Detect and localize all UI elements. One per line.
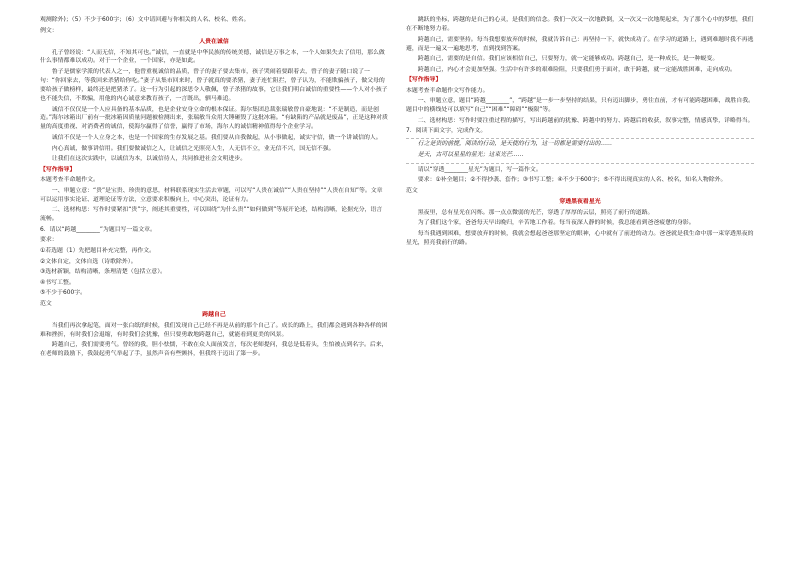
right-column: [406, 16, 754, 554]
guide-line: 二、选材构思：写作时要紧扣“贵”字，阐述其重要性，可以围绕“为什么贵”“如何做到”等展开论述，结构清晰，论据充分，语言流畅。: [40, 207, 383, 223]
requirement-item: 请以“穿透________星光”为题目，写一篇作文。: [417, 166, 542, 173]
question-prompt: 7．阅读下面文字，完成作文。: [406, 128, 487, 135]
requirement-label: 要求：: [40, 237, 58, 244]
paragraph: 跨越自己，需要坚持。每当我想要放弃的时候，我就告诉自己：再坚持一下，就快成功了。在学习的道路上，遇到难题时我不再逃避，而是一遍又一遍地思考，直到找到答案。: [406, 36, 754, 52]
paragraph: 诚信不仅仅是一个人应具备的基本品质，也是企业安身立命的根本保证。海尔集团总裁张瑞敏曾自豪地说：“不是制造，而是创造。”海尔冰箱出厂前有一批冰箱因质量问题被检测出来，张瑞敏当众用大锤砸毁了这批冰箱。“有缺陷的产品就是废品”，正是这种对质量的高度重视、对消费者的诚信，使海尔赢得了信誉，赢得了市场，海尔人的诚信精神值得每个企业学习。: [40, 106, 388, 131]
poem-line: 行之是贵的前提，阅读的行动，是天使的行为，这一切都是需要付出的……: [417, 141, 613, 148]
requirement-item: ③选材新颖，结构清晰，条理清楚（包括立意）。: [40, 269, 167, 276]
essay-title: 穿透黑夜看星光: [559, 198, 601, 205]
guide-line: 本题考查半命题作文。: [40, 177, 99, 184]
paragraph: 为了我们这个家，爸爸每天早出晚归，辛苦地工作着。每当夜深人静的时候，我总能看到爸爸疲惫的身影。: [417, 220, 695, 227]
guide-line: 本题考查半命题作文写作能力。: [406, 87, 489, 94]
example-label: 范文: [40, 300, 52, 307]
paragraph: 让我们在这次实践中，以诚信为本，以诚信待人，共同推进社会文明进步。: [51, 156, 247, 163]
essay-title: 跨越自己: [202, 311, 226, 318]
left-column: [40, 16, 388, 554]
poem-line: 是天，古可以星星的星光；这束光芒……: [417, 151, 524, 158]
guide-line: 二、选材构思：写作时要注重过程的描写，写出跨越前的犹豫、跨越中的努力、跨越后的收获，叙事完整，情感真挚，详略得当。: [417, 117, 754, 124]
requirement-item: ②文体自定，文体自选（诗歌除外）。: [40, 258, 137, 265]
paragraph: 每当我遇到困难，想要放弃的时候，我就会想起爸爸那坚定的眼神，心中就有了前进的动力。爸爸就是我生命中那一束穿透黑夜的星光，照亮我前行的路。: [406, 230, 754, 246]
requirement-item: ④书写工整。: [40, 279, 75, 286]
quoted-poem: [406, 138, 754, 163]
example-label: 范文: [406, 187, 418, 194]
paragraph: 跳跃的坐标，跨越的是自己的心灵，是我们的信念。我们一次又一次地跌倒，又一次又一次地爬起来，为了那个心中的梦想，我们在不断地努力着。: [406, 17, 754, 32]
paragraph: 黑夜里，总有星光在闪烁。那一点点微弱的光芒，穿透了厚厚的云层，照亮了前行的道路。: [417, 209, 654, 216]
paragraph: 孔子曾经说：“人而无信，不知其可也。”诚信，一直就是中华民族的传统美德，诚信是万事之本，一个人如果失去了信用，那么做什么事情都难以成功。对于一个企业，一个国家，亦是如此。: [40, 49, 385, 65]
paragraph: 诚信不仅是一个人立身之本，也是一个国家的生存发展之基。我们要从自我做起，从小事做起，诚实守信，做一个讲诚信的人。: [51, 135, 382, 141]
example-label: 例文：: [40, 27, 58, 34]
paragraph: 内心真诚，做事讲信用。我们要做诚信之人，让诚信之光照亮人生，人无信不立，业无信不兴，国无信不强。: [51, 145, 335, 152]
guide-line: 一、审题立意，题目“跨越________”，“跨越”是一步一步坚持的结果，只有迈出脚步，勇往直前，才有可能跨越困难，战胜自我。题目中的横线处可以填写“自己”“困难”“障碍”“极限”等。: [406, 98, 754, 114]
guide-line: 一、审题立意：“贵”是宝贵、珍贵的意思，材料联系现实生活去审题，可以写“人贵在诚信”“人贵在坚持”“人贵在自知”等。文章可以运用事实论证、道理论证等方法，立意要求积极向上，中心突出，论证有力。: [40, 187, 383, 203]
section-heading: 【写作指导】: [40, 166, 76, 173]
section-heading: 【写作指导】: [406, 77, 442, 84]
requirement-item: ⑤不少于600字。: [40, 290, 86, 297]
paragraph: 跨越自己，内心才会更加坚强。生活中有许多的艰难险阻，只要我们勇于面对，敢于跨越，就一定能战胜困难，走向成功。: [417, 66, 736, 73]
paragraph: 跨越自己，我们需要勇气。曾经的我，胆小怯懦，不敢在众人面前发言，每次老师提问，我总是低着头，生怕被点到名字。后来，在老师的鼓励下，我鼓起勇气举起了手，虽然声音有些颤抖，但我终于迈出了第一步。: [40, 342, 388, 358]
paragraph: 鲁子是儒家学派的代表人之一，他曾重视诚信的品质，曾子的妻子要去集市，孩子哭闹着要跟着去，曾子的妻子随口说了一句：“你回家去，等我回来杀猪给你吃。”妻子从集市回来时，曾子就真的要杀猪，妻子连忙阻拦，曾子认为，不能欺骗孩子，做父母的要给孩子做榜样，最终还是把猪杀了。这一行为引起的深思令人敬佩，曾子杀猪的故事，它让我们明白诚信的重要性——个人对小孩子也不能失信，不欺骗，用他的内心诚意来教育孩子，一言既出，驷马难追。: [40, 69, 388, 102]
question-prompt: 6．请以“跨越________”为题目写一篇文章。: [40, 226, 156, 233]
requirement-item: ①若选题（1）先把题目补充完整，再作文。: [40, 248, 156, 254]
essay-title: 人贵在诚信: [199, 38, 229, 45]
header-line: 观测除外)；（5）不少于600字；（6）文中请回避与你相关的人名、校名、姓名。: [40, 17, 250, 23]
paragraph: 跨越自己，需要的是自信。我们应该相信自己，只要努力，就一定能够成功。跨越自己，是一种成长，是一种蜕变。: [417, 56, 719, 63]
paragraph: 当我们再次拿起笔，面对一张白纸的时候，我们发现自己已经不再是从前的那个自己了。成长的路上，我们都会遇到各种各样的困难和挫折，有时我们会退缩，有时我们会犹豫，但只要勇敢地跨越自己，就能看到更美的风景。: [40, 322, 388, 338]
requirement-item: 要求：①补全题目；②不得抄袭、套作；③书写工整；④不少于600字；⑤不得出现真实的人名、校名，知名人物除外。: [417, 177, 727, 184]
